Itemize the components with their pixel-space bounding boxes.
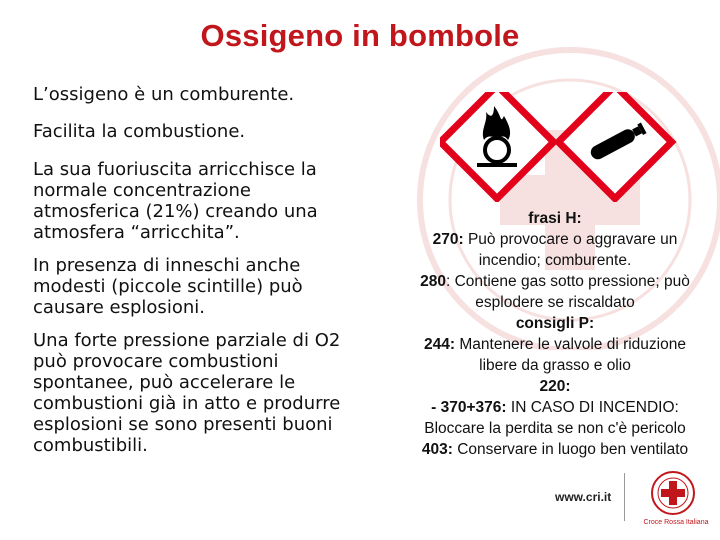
h270-code: 270: xyxy=(432,231,464,248)
h280-text: : Contiene gas sotto pressione; può xyxy=(446,273,690,290)
paragraph: In presenza di inneschi anche modesti (piccole scintille) può causare esplosioni. xyxy=(33,255,303,318)
footer-divider xyxy=(624,473,625,521)
p244-continuation: libere da grasso e olio xyxy=(479,357,631,374)
h280-code: 280 xyxy=(420,273,446,290)
gas-cylinder-icon xyxy=(558,92,671,199)
h270-text: Può provocare o aggravare un xyxy=(467,231,678,248)
paragraph: Una forte pressione parziale di O2 può provocare combustioni spontanee, può accelerare le combustioni già in atto e produrre esplosioni se sono presenti buoni combustibili. xyxy=(33,330,341,456)
p244-code: 244: xyxy=(424,336,456,353)
h280-continuation: esplodere se riscaldato xyxy=(475,294,635,311)
hazard-statements xyxy=(395,208,715,460)
p370-text: IN CASO DI INCENDIO: xyxy=(510,399,679,416)
p-phrases-heading: consigli P: xyxy=(515,315,595,332)
p244-text: Mantenere le valvole di riduzione xyxy=(459,336,686,353)
footer-org-name: Croce Rossa Italiana xyxy=(643,519,709,526)
h270-continuation: incendio; comburente. xyxy=(478,252,632,269)
paragraph: L’ossigeno è un comburente. xyxy=(33,84,295,105)
page-title: Ossigeno in bombole xyxy=(200,18,520,53)
paragraph: Facilita la combustione. xyxy=(33,121,246,142)
ghs-pictograms xyxy=(440,92,700,202)
p370-continuation: Bloccare la perdita se non c'è pericolo xyxy=(424,420,686,437)
body-text xyxy=(33,84,363,468)
paragraph: La sua fuoriuscita arricchisce la normale concentrazione atmosferica (21%) creando una atmosfera “arricchita”. xyxy=(33,159,318,243)
p403-code: 403: xyxy=(421,441,453,458)
p220-code: 220: xyxy=(539,378,571,395)
p403-text: Conservare in luogo ben ventilato xyxy=(457,441,689,458)
red-cross-logo-icon xyxy=(650,470,696,516)
flame-over-circle-icon xyxy=(440,92,553,199)
p370-code: - 370+376: xyxy=(431,399,507,416)
footer-url: www.cri.it xyxy=(555,490,612,504)
h-phrases-heading: frasi H: xyxy=(528,210,582,227)
